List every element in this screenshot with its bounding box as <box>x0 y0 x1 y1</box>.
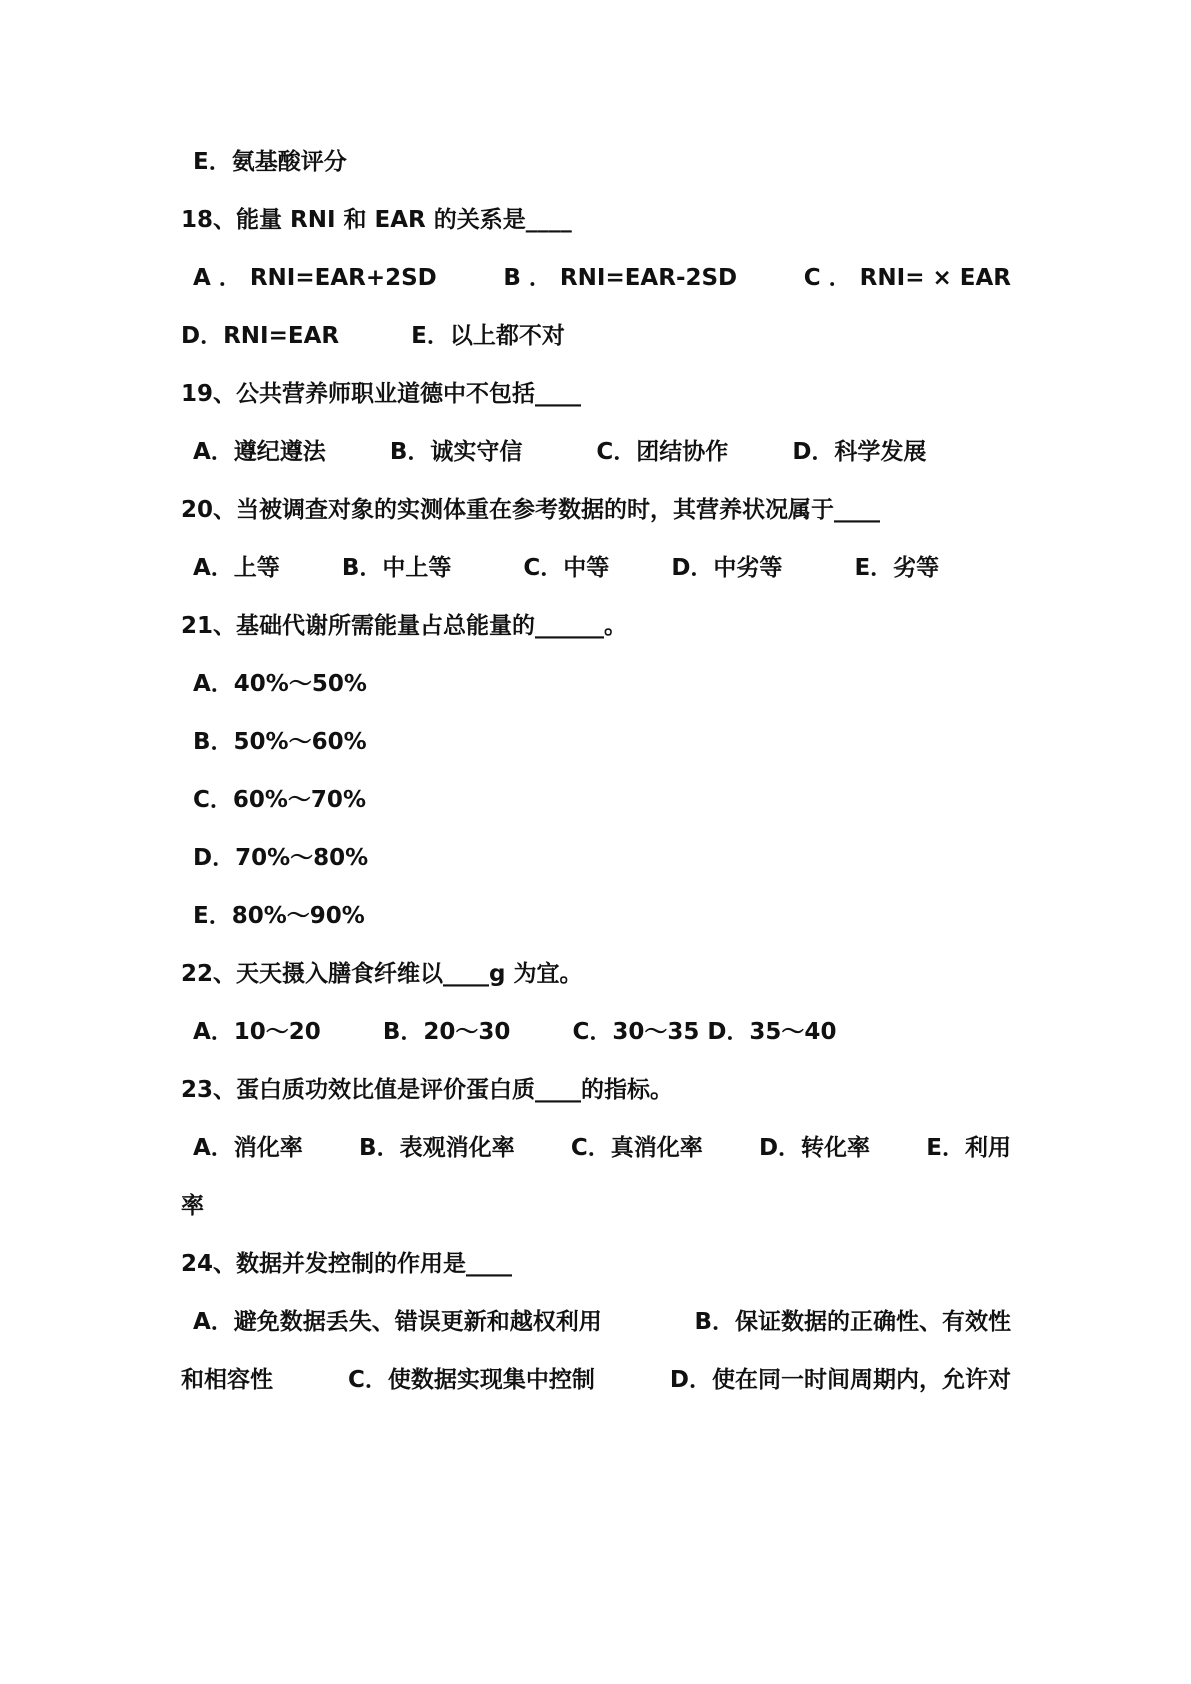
question-24-options-continued <box>181 1360 1011 1400</box>
option-e: E．以上都不对 <box>411 323 565 349</box>
question-21-option-c <box>181 780 1011 820</box>
question-24 <box>181 1244 1011 1284</box>
option-b-continued: 和相容性 <box>181 1367 273 1393</box>
question-18 <box>181 200 1011 240</box>
option-a: A．遵纪遵法 <box>193 439 326 465</box>
question-text: 18、能量 RNI 和 EAR 的关系是____ <box>181 207 572 233</box>
question-22 <box>181 954 1011 994</box>
option-d: D．使在同一时间周期内，允许对 <box>669 1367 1011 1393</box>
option-a: A．消化率 <box>193 1135 303 1161</box>
question-24-options <box>181 1302 1011 1342</box>
question-22-options <box>181 1012 1011 1052</box>
question-18-options <box>181 258 1011 298</box>
question-text: 23、蛋白质功效比值是评价蛋白质____的指标。 <box>181 1077 674 1103</box>
option-a: A ． RNI=EAR+2SD <box>193 265 437 291</box>
option-b: B．中上等 <box>341 555 452 581</box>
option-d: D．中劣等 <box>671 555 783 581</box>
option-text: A．40%～50% <box>193 671 367 697</box>
question-20-options <box>181 548 1011 588</box>
option-d: D．转化率 <box>758 1135 871 1161</box>
question-text: 19、公共营养师职业道德中不包括____ <box>181 381 582 407</box>
option-b: B．表观消化率 <box>359 1135 515 1161</box>
option-a: A．10～20 <box>193 1019 321 1045</box>
option-c: C．中等 <box>523 555 610 581</box>
option-text: E．80%～90% <box>193 903 365 929</box>
question-text: 21、基础代谢所需能量占总能量的______。 <box>181 613 628 639</box>
option-d: D．科学发展 <box>792 439 927 465</box>
option-e: E．利用 <box>926 1135 1011 1161</box>
question-20 <box>181 490 1011 530</box>
question-18-options-continued <box>181 316 1011 356</box>
option-c: C ． RNI= × EAR <box>803 265 1011 291</box>
option-text: B．50%～60% <box>193 729 367 755</box>
option-b: B．保证数据的正确性、有效性 <box>694 1309 1011 1335</box>
option-e: E．劣等 <box>854 555 940 581</box>
option-b: B ． RNI=EAR-2SD <box>503 265 738 291</box>
question-19-options <box>181 432 1011 472</box>
question-19 <box>181 374 1011 414</box>
option-text: E．氨基酸评分 <box>193 149 347 175</box>
option-text: D．70%～80% <box>193 845 369 871</box>
option-d: D．RNI=EAR <box>181 323 340 349</box>
question-21-option-a <box>181 664 1011 704</box>
question-text: 20、当被调查对象的实测体重在参考数据的时，其营养状况属于____ <box>181 497 881 523</box>
question-21-option-d <box>181 838 1011 878</box>
question-23-options-continued <box>181 1186 1011 1226</box>
question-23-options <box>181 1128 1011 1168</box>
question-21 <box>181 606 1011 646</box>
option-c: C．使数据实现集中控制 <box>348 1367 595 1393</box>
question-21-option-b <box>181 722 1011 762</box>
option-line-amino-acid-score <box>181 142 1011 182</box>
option-text: 率 <box>181 1193 204 1219</box>
option-c-d: C．30～35 D．35～40 <box>572 1019 837 1045</box>
option-c: C．团结协作 <box>596 439 729 465</box>
option-text: C．60%～70% <box>193 787 366 813</box>
option-b: B．诚实守信 <box>389 439 523 465</box>
question-text: 22、天天摄入膳食纤维以____g 为宜。 <box>181 961 583 987</box>
option-a: A．上等 <box>193 555 280 581</box>
option-c: C．真消化率 <box>570 1135 703 1161</box>
question-23 <box>181 1070 1011 1110</box>
option-b: B．20～30 <box>382 1019 511 1045</box>
option-a: A．避免数据丢失、错误更新和越权利用 <box>193 1309 602 1335</box>
question-21-option-e <box>181 896 1011 936</box>
question-text: 24、数据并发控制的作用是____ <box>181 1251 513 1277</box>
